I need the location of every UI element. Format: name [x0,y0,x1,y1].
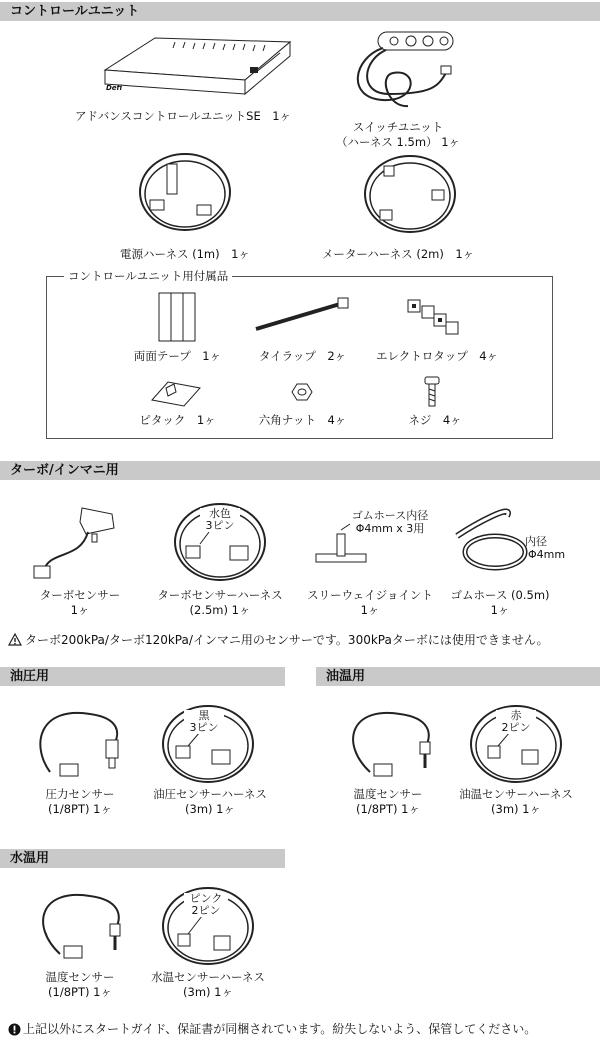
caption-power-harness: 電源ハーネス (1m) 1ヶ [120,247,250,261]
oil-temp-sensor-illustration [340,704,440,784]
turbo-sensor-illustration [30,500,130,585]
caption-tape: 両面テープ 1ヶ [133,349,222,363]
caption-water-temp-harness: 水温センサーハーネス [151,970,265,984]
footer-note: 上記以外にスタートガイド、保証書が同梱されています。紛失しないよう、保管してください。 [23,1022,537,1036]
caption-switch-unit-spec: （ハーネス 1.5m） 1ヶ [335,135,461,149]
control-unit-logo-text: Defi [106,84,123,92]
caption-oil-temp-sensor: 温度センサー [353,787,423,801]
section-oil-temp: 油温用 [316,667,600,686]
caption-hose-qty: 1ヶ [490,603,510,617]
water-temp-color: ピンク [184,893,228,905]
joint-note-1: ゴムホース内径 [351,509,429,522]
hex-nut-icon [290,383,314,401]
meter-harness-illustration [360,152,460,237]
hose-note-2: Φ4mm [528,548,566,561]
caption-oil-pressure-harness: 油圧センサーハーネス [153,787,267,801]
switch-unit-illustration [348,28,473,113]
caption-turbo-sensor: ターボセンサー [39,588,121,602]
caption-screw: ネジ 4ヶ [408,413,462,427]
section-turbo: ターボ/インマニ用 [0,461,600,480]
caption-tap: エレクトロタップ 4ヶ [375,349,499,363]
caption-switch-unit: スイッチユニット [352,120,444,134]
caption-nut: 六角ナット 4ヶ [258,413,347,427]
caption-joint: スリーウェイジョイント [307,588,433,602]
accessories-title: コントロールユニット用付属品 [64,269,232,283]
water-temp-pins: 2ピン [184,905,228,917]
screw-icon [424,376,440,408]
three-way-joint-illustration [314,530,368,566]
caption-turbo-sensor-qty: 1ヶ [70,603,90,617]
caption-tie: タイラップ 2ヶ [258,349,347,363]
caption-water-temp-sensor-spec: (1/8PT) 1ヶ [48,985,112,999]
turbo-warning: ターボ200kPa/ターボ120kPa/インマニ用のセンサーです。300kPaターボには使用できません。 [25,633,549,647]
caption-hose: ゴムホース (0.5m) [450,588,550,602]
oil-pressure-color: 黒 [184,710,224,722]
hose-note-1: 内径 [525,535,547,548]
electro-tap-icon [404,296,460,338]
control-unit-illustration [95,28,295,98]
pressure-sensor-illustration [30,704,130,784]
caption-pitack: ピタック 1ヶ [139,413,216,427]
caption-meter-harness: メーターハーネス (2m) 1ヶ [321,247,475,261]
oil-temp-pins: 2ピン [496,722,536,734]
caption-pressure-sensor: 圧力センサー [45,787,115,801]
cable-tie-icon [252,296,352,332]
caption-oil-temp-sensor-spec: (1/8PT) 1ヶ [356,802,420,816]
caption-control-unit: アドバンスコントロールユニットSE 1ヶ [74,109,292,123]
double-sided-tape-icon [158,292,196,342]
caption-water-temp-harness-spec: (3m) 1ヶ [183,985,233,999]
power-harness-illustration [135,150,235,235]
pitack-icon [150,380,202,408]
caption-oil-temp-harness-spec: (3m) 1ヶ [491,802,541,816]
joint-note-2: Φ4mm x 3用 [355,522,425,535]
caption-oil-pressure-harness-spec: (3m) 1ヶ [185,802,235,816]
exclamation-circle-icon [8,1023,21,1036]
section-control-unit: コントロールユニット [0,2,600,21]
caption-water-temp-sensor: 温度センサー [45,970,115,984]
turbo-harness-pins: 3ピン [200,520,240,532]
section-water-temp: 水温用 [0,849,285,868]
caption-turbo-harness: ターボセンサーハーネス [157,588,283,602]
oil-temp-color: 赤 [496,710,536,722]
rubber-hose-illustration [455,504,525,574]
warning-icon [8,633,22,646]
oil-pressure-pins: 3ピン [184,722,224,734]
water-temp-sensor-illustration [30,886,130,966]
section-oil-pressure: 油圧用 [0,667,285,686]
caption-pressure-sensor-spec: (1/8PT) 1ヶ [48,802,112,816]
caption-turbo-harness-spec: (2.5m) 1ヶ [189,603,251,617]
caption-joint-qty: 1ヶ [360,603,380,617]
turbo-harness-color: 水色 [200,508,240,520]
caption-oil-temp-harness: 油温センサーハーネス [459,787,573,801]
